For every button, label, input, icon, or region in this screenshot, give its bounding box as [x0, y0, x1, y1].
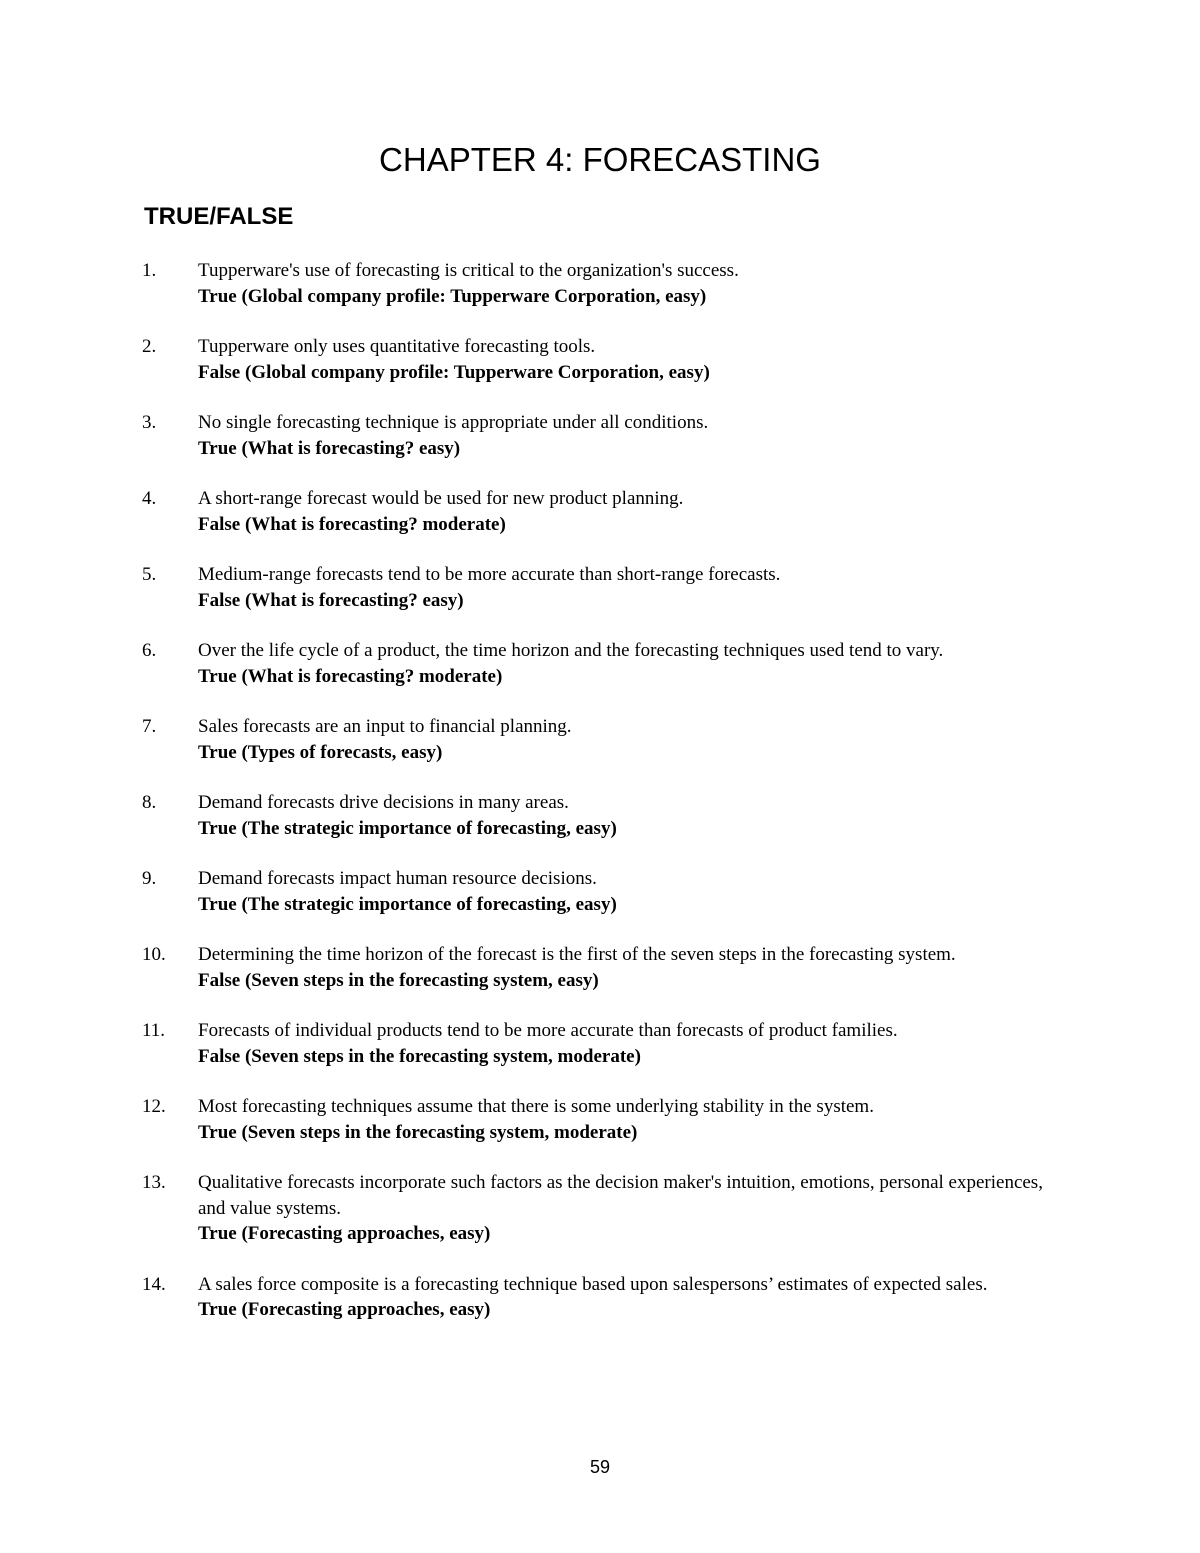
question-number: 7. [142, 716, 157, 737]
question-body [198, 1170, 1068, 1247]
question-body [198, 334, 1068, 385]
question-item [0, 410, 1200, 461]
question-answer: True (Seven steps in the forecasting system, moderate) [198, 1121, 638, 1143]
question-item [0, 334, 1200, 385]
question-body [198, 1018, 1068, 1069]
chapter-title: CHAPTER 4: FORECASTING [379, 141, 821, 178]
question-answer: False (What is forecasting? moderate) [198, 513, 506, 535]
question-answer: False (Seven steps in the forecasting system, moderate) [198, 1045, 641, 1067]
question-item [0, 790, 1200, 841]
question-text: Demand forecasts drive decisions in many areas. [198, 792, 569, 813]
question-answer: True (What is forecasting? moderate) [198, 665, 503, 687]
question-answer: True (Forecasting approaches, easy) [198, 1299, 491, 1320]
question-body [198, 714, 1068, 765]
question-item [0, 486, 1200, 537]
question-body [198, 866, 1068, 917]
question-item [0, 562, 1200, 613]
question-number: 9. [142, 868, 157, 889]
question-answer: True (The strategic importance of forecasting, easy) [198, 893, 617, 915]
question-answer: False (Seven steps in the forecasting system, easy) [198, 969, 599, 991]
question-item [0, 1170, 1200, 1247]
question-body [198, 638, 1068, 689]
question-body [198, 258, 1068, 309]
section-heading: TRUE/FALSE [144, 203, 294, 230]
question-text: Determining the time horizon of the forecast is the first of the seven steps in the forecasting system. [198, 944, 956, 965]
question-number: 10. [142, 944, 166, 965]
question-answer: True (The strategic importance of forecasting, easy) [198, 817, 617, 839]
question-number: 14. [142, 1273, 166, 1295]
question-text: Demand forecasts impact human resource decisions. [198, 868, 597, 889]
question-answer: True (What is forecasting? easy) [198, 437, 461, 459]
question-text: A sales force composite is a forecasting technique based upon salespersons’ estimates of expected sales. [198, 1273, 988, 1295]
question-text: No single forecasting technique is appropriate under all conditions. [198, 412, 709, 433]
question-body [198, 486, 1068, 537]
question-number: 3. [142, 412, 157, 433]
page-number: 59 [589, 1457, 611, 1477]
question-text: Most forecasting techniques assume that there is some underlying stability in the system. [198, 1096, 874, 1117]
question-text: Sales forecasts are an input to financial planning. [198, 716, 572, 737]
question-text: Tupperware's use of forecasting is critical to the organization's success. [198, 260, 739, 281]
question-answer: True (Types of forecasts, easy) [198, 741, 443, 763]
question-list [0, 258, 1200, 1348]
question-text: A short-range forecast would be used for new product planning. [198, 488, 684, 509]
question-number: 8. [142, 792, 157, 813]
question-answer: False (Global company profile: Tupperware Corporation, easy) [198, 361, 710, 383]
question-number: 5. [142, 564, 157, 585]
question-text: Qualitative forecasts incorporate such factors as the decision maker's intuition, emotions, personal experiences, and value systems. [198, 1172, 1043, 1219]
question-item [0, 866, 1200, 917]
question-number: 4. [142, 488, 157, 509]
question-item [0, 942, 1200, 993]
question-number: 6. [142, 640, 157, 661]
question-answer: True (Global company profile: Tupperware Corporation, easy) [198, 285, 707, 307]
question-body [198, 410, 1068, 461]
question-body [198, 562, 1068, 613]
question-answer: False (What is forecasting? easy) [198, 589, 464, 611]
question-text: Over the life cycle of a product, the time horizon and the forecasting techniques used tend to vary. [198, 640, 944, 661]
question-number: 13. [142, 1172, 166, 1193]
question-answer: True (Forecasting approaches, easy) [198, 1223, 491, 1244]
question-item [0, 258, 1200, 309]
question-number: 12. [142, 1096, 166, 1117]
question-text: Medium-range forecasts tend to be more accurate than short-range forecasts. [198, 564, 781, 585]
question-item [0, 638, 1200, 689]
question-text: Tupperware only uses quantitative forecasting tools. [198, 336, 596, 357]
question-body [198, 1272, 1068, 1323]
question-item [0, 1094, 1200, 1145]
question-item [0, 1272, 1200, 1323]
question-body [198, 1094, 1068, 1145]
question-number: 2. [142, 336, 157, 357]
question-body [198, 790, 1068, 841]
question-body [198, 942, 1068, 993]
question-item [0, 1018, 1200, 1069]
question-number: 11. [142, 1020, 166, 1041]
question-text: Forecasts of individual products tend to be more accurate than forecasts of product families. [198, 1020, 898, 1041]
question-number: 1. [142, 260, 157, 281]
question-item [0, 714, 1200, 765]
